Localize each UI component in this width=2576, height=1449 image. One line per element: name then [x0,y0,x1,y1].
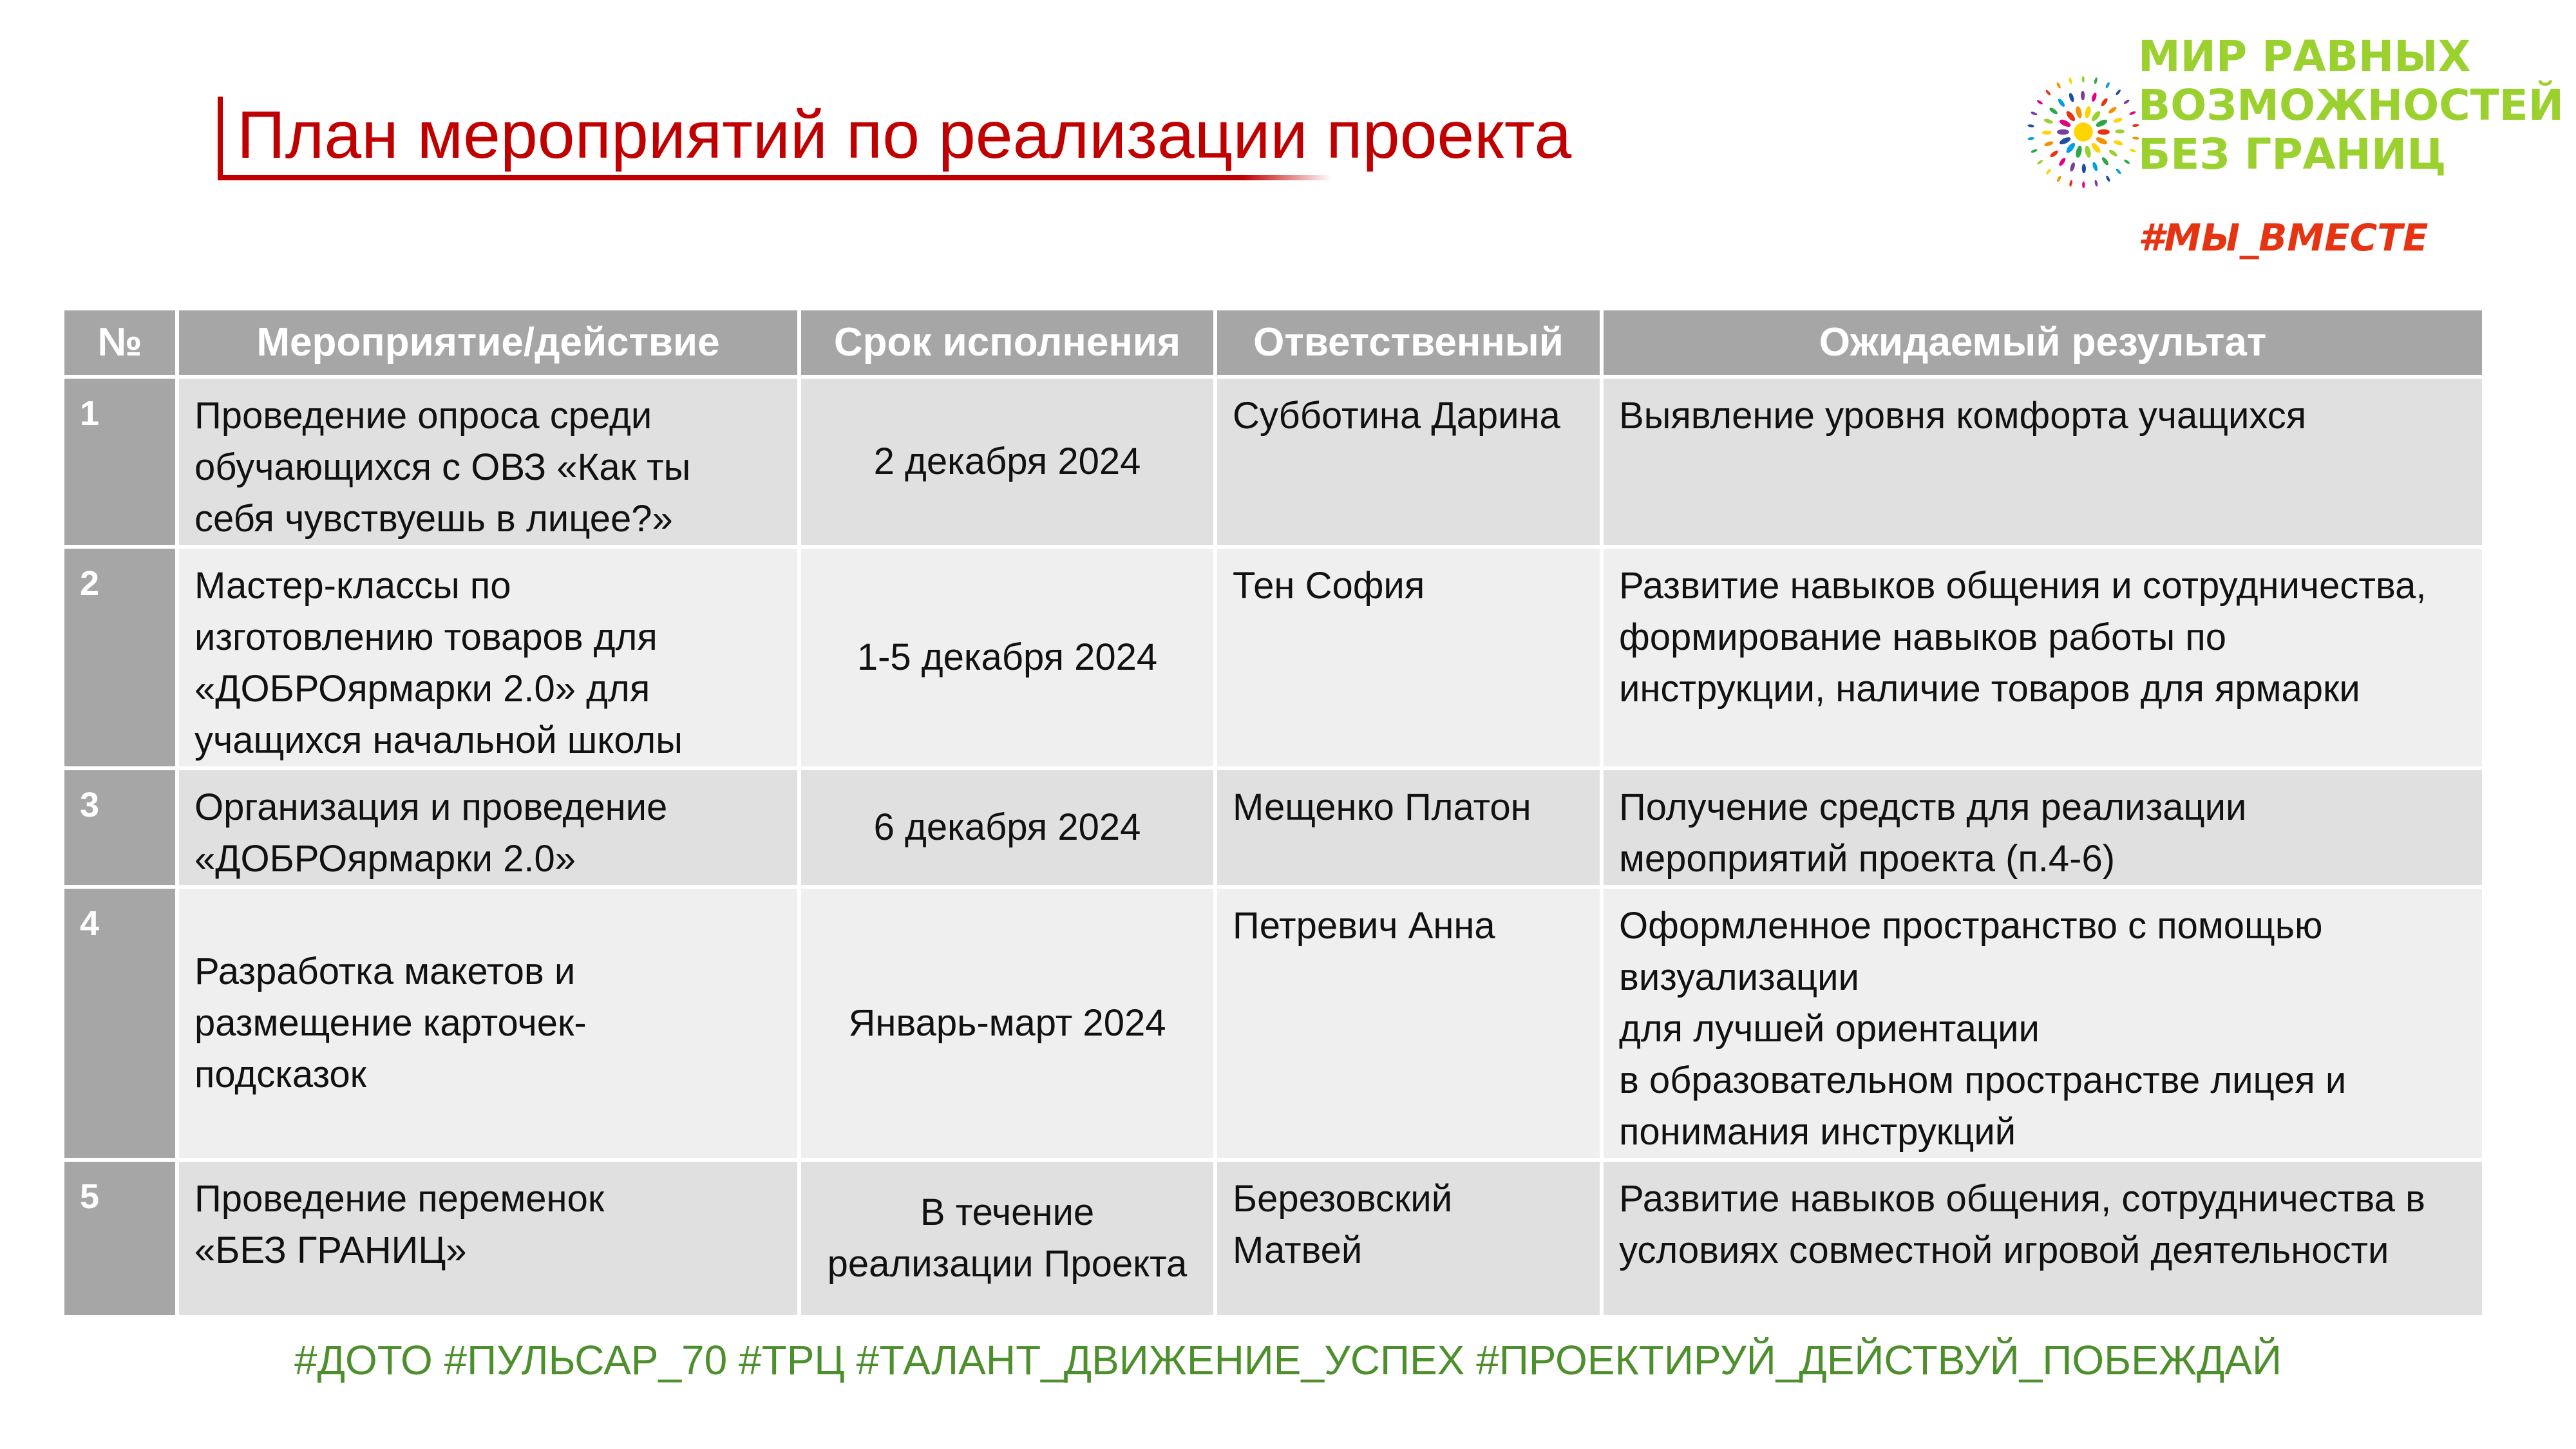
title-underline [218,175,1332,180]
result-cell-line: условиях совместной игровой деятельности [1619,1229,2389,1271]
table-header-row [64,310,2486,379]
title-accent-bar [218,97,223,180]
responsible-cell-line: Тен София [1233,565,1425,607]
logo-line-1: МИР РАВНЫХ [2138,32,2471,81]
result-cell [1604,770,2486,889]
activity-cell-line: Проведение опроса среди [194,395,652,437]
deadline-cell [801,379,1217,549]
deadline-cell-line: 2 декабря 2024 [873,440,1141,482]
deadline-cell [801,1162,1217,1319]
row-number-line: 5 [80,1177,100,1216]
row-number [64,549,179,770]
responsible-cell [1217,549,1604,770]
activity-cell [179,889,801,1162]
row-number-line: 4 [80,904,100,943]
row-number-line: 3 [80,786,100,824]
activity-cell-line: «БЕЗ ГРАНИЦ» [194,1229,467,1271]
activity-cell [179,549,801,770]
result-cell [1604,549,2486,770]
responsible-cell-line: Березовский [1233,1178,1453,1220]
result-cell-line: визуализации [1619,956,1859,998]
deadline-cell-line: 6 декабря 2024 [873,806,1141,848]
responsible-cell-line: Матвей [1233,1229,1363,1271]
activity-cell-line: учащихся начальной школы [194,719,683,761]
deadline-cell-line: Январь-март 2024 [848,1002,1166,1044]
logo-text [2138,32,2564,179]
header-activity: Мероприятие/действие [179,310,801,379]
header-deadline: Срок исполнения [801,310,1217,379]
result-cell-line: формирование навыков работы по [1619,616,2226,658]
table-row [64,770,2486,889]
activity-cell-line: подсказок [194,1054,367,1095]
result-cell [1604,379,2486,549]
responsible-cell [1217,889,1604,1162]
result-cell-line: Оформленное пространство с помощью [1619,905,2323,947]
activity-cell-line: размещение карточек- [194,1002,587,1044]
deadline-cell-line: В течение [920,1191,1095,1233]
deadline-cell [801,549,1217,770]
flower-burst-icon [2016,64,2151,200]
responsible-cell-line: Петревич Анна [1233,905,1495,947]
deadline-cell [801,889,1217,1162]
result-cell-line: Развитие навыков общения, сотрудничества в [1619,1178,2425,1220]
result-cell-line: Получение средств для реализации [1619,786,2247,828]
activity-cell-line: обучающихся с ОВЗ «Как ты [194,446,691,488]
row-number [64,1162,179,1319]
row-number-line: 2 [80,564,100,603]
logo-line-3: БЕЗ ГРАНИЦ [2138,129,2447,179]
activity-cell-line: Разработка макетов и [194,951,576,992]
footer-hashtags: #ДОТО #ПУЛЬСАР_70 #ТРЦ #ТАЛАНТ_ДВИЖЕНИЕ_УСПЕХ #ПРОЕКТИРУЙ_ДЕЙСТВУЙ_ПОБЕЖДАЙ [294,1337,2282,1383]
activity-cell-line: Проведение переменок [194,1178,605,1220]
header-number: № [64,310,179,379]
deadline-cell [801,770,1217,889]
activity-cell [179,379,801,549]
result-cell [1604,1162,2486,1319]
result-cell-line: понимания инструкций [1619,1111,2016,1153]
activity-cell-line: «ДОБРОярмарки 2.0» [194,838,576,880]
table-row [64,889,2486,1162]
header-responsible: Ответственный [1217,310,1604,379]
result-cell-line: Выявление уровня комфорта учащихся [1619,395,2307,437]
responsible-cell [1217,1162,1604,1319]
result-cell-line: мероприятий проекта (п.4-6) [1619,838,2116,880]
project-logo [2009,32,2563,264]
activity-cell-line: себя чувствуешь в лицее?» [194,498,673,540]
responsible-cell-line: Субботина Дарина [1233,395,1560,437]
table-row [64,379,2486,549]
responsible-cell-line: Мещенко Платон [1233,786,1531,828]
activity-cell [179,770,801,889]
header-result: Ожидаемый результат [1604,310,2486,379]
activity-cell-line: Организация и проведение [194,786,668,828]
result-cell-line: Развитие навыков общения и сотрудничества, [1619,565,2427,607]
responsible-cell [1217,379,1604,549]
row-number [64,379,179,549]
result-cell-line: для лучшей ориентации [1619,1008,2040,1050]
deadline-cell-line: реализации Проекта [827,1243,1188,1285]
result-cell-line: инструкции, наличие товаров для ярмарки [1619,668,2360,710]
activity-cell [179,1162,801,1319]
slide-title: План мероприятий по реализации проекта [237,98,1572,173]
table-row [64,1162,2486,1319]
row-number-line: 1 [80,394,100,433]
activity-cell-line: «ДОБРОярмарки 2.0» для [194,668,650,710]
logo-line-2: ВОЗМОЖНОСТЕЙ [2138,80,2564,130]
deadline-cell-line: 1-5 декабря 2024 [857,636,1158,678]
plan-table [64,310,2486,1319]
responsible-cell [1217,770,1604,889]
logo-hashtag: #МЫ_ВМЕСТЕ [2138,216,2429,260]
row-number [64,770,179,889]
table-row [64,549,2486,770]
activity-cell-line: Мастер-классы по [194,565,511,607]
row-number [64,889,179,1162]
result-cell-line: в образовательном пространстве лицея и [1619,1059,2347,1101]
result-cell [1604,889,2486,1162]
title-block [218,97,1572,187]
activity-cell-line: изготовлению товаров для [194,616,658,658]
